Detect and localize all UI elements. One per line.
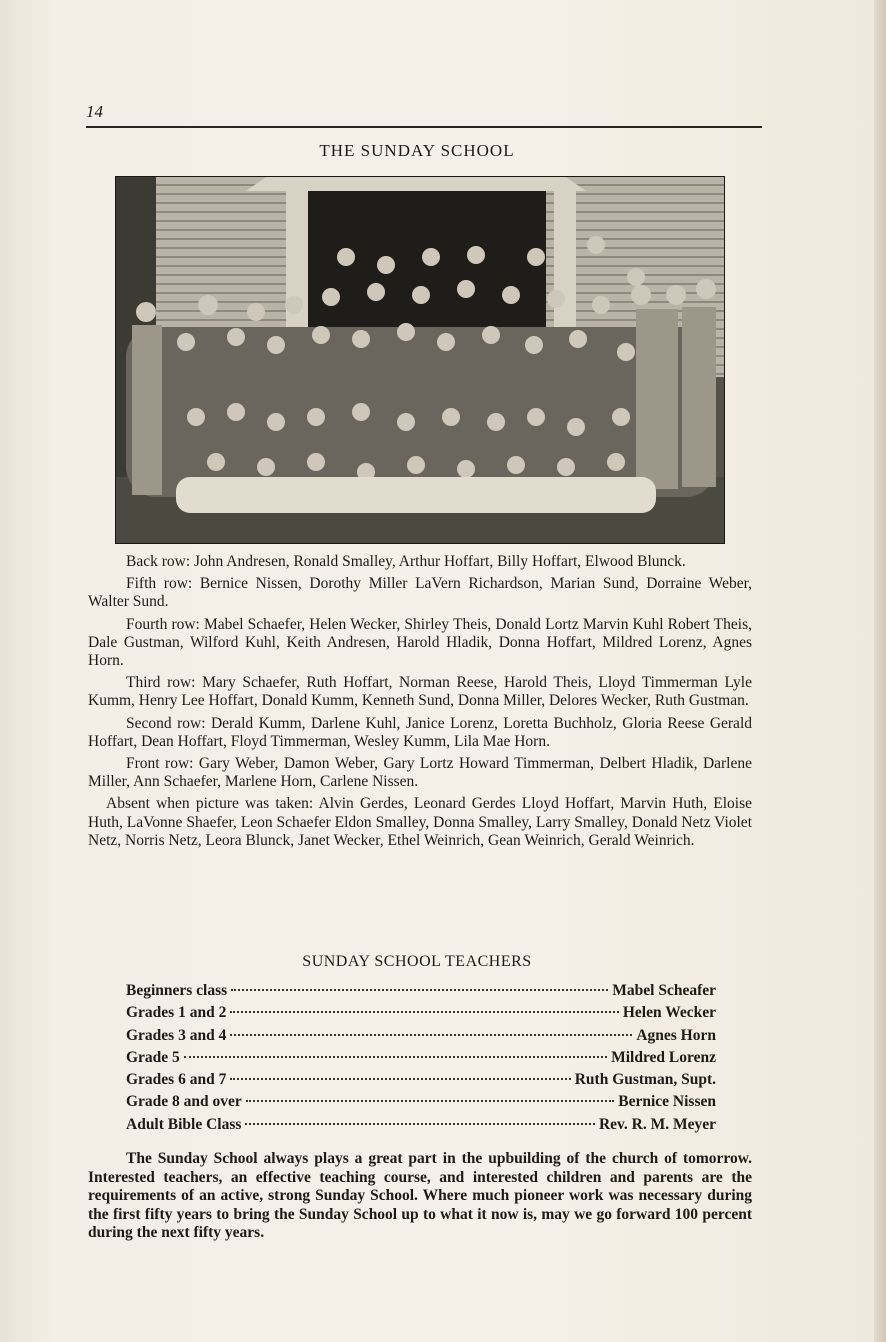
group-photograph [115, 176, 725, 544]
teacher-row [126, 1027, 716, 1049]
caption-front-row: Front row: Gary Weber, Damon Weber, Gary Lortz Howard Timmerman, Delbert Hladik, Darlene Miller, Ann Schaefer, Marlene Horn, Carlene Nissen. [88, 755, 752, 791]
dot-leader [230, 1011, 619, 1013]
photo-caption [88, 553, 752, 854]
teacher-row [126, 1071, 716, 1093]
teachers-heading: SUNDAY SCHOOL TEACHERS [302, 953, 532, 970]
teacher-name: Mildred Lorenz [611, 1048, 716, 1066]
teacher-row [126, 1093, 716, 1115]
class-name: Grade 5 [126, 1048, 180, 1066]
page-number: 14 [86, 102, 103, 121]
page-title: THE SUNDAY SCHOOL [319, 141, 515, 160]
teacher-name: Mabel Scheafer [612, 982, 716, 999]
dot-leader [246, 1100, 614, 1102]
dot-leader [231, 989, 608, 991]
closing-text: The Sunday School always plays a great part in the upbuilding of the church of tomorrow. Interested teachers, an effective teaching course, and interested children and parents are the requirements of an active, strong Sunday School. Where much pioneer work was necessary during the first fifty years to bring the Sunday School up to what it now is, may we go forward 100 percent during the next fifty years. [88, 1150, 752, 1241]
teacher-name: Bernice Nissen [618, 1093, 716, 1111]
closing-paragraph [88, 1150, 752, 1243]
caption-fifth-row: Fifth row: Bernice Nissen, Dorothy Miller LaVern Richardson, Marian Sund, Dorraine Weber, Walter Sund. [88, 575, 752, 611]
caption-third-row: Third row: Mary Schaefer, Ruth Hoffart, Norman Reese, Harold Theis, Lloyd Timmerman Lyle Kumm, Henry Lee Hoffart, Donald Kumm, Kenneth Sund, Donna Miller, Delores Wecker, Ruth Gustman. [88, 674, 752, 710]
teacher-row [126, 1004, 716, 1026]
dot-leader [230, 1034, 632, 1036]
caption-second-row: Second row: Derald Kumm, Darlene Kuhl, Janice Lorenz, Loretta Buchholz, Gloria Reese Gerald Hoffart, Dean Hoffart, Floyd Timmerman, Wesley Kumm, Lila Mae Horn. [88, 714, 752, 750]
teacher-name: Ruth Gustman, Supt. [574, 1071, 716, 1089]
group-photograph-illustration [116, 177, 724, 543]
teacher-name: Rev. R. M. Meyer [598, 1115, 716, 1133]
caption-fourth-row: Fourth row: Mabel Schaefer, Helen Wecker, Shirley Theis, Donald Lortz Marvin Kuhl Robert Theis, Dale Gustman, Wilford Kuhl, Keith Andresen, Harold Hladik, Donna Hoffart, Mildred Lorenz, Agnes Horn. [88, 615, 752, 670]
class-name: Grade 8 and over [126, 1093, 242, 1111]
teacher-row [126, 1116, 716, 1138]
header-rule [86, 126, 762, 128]
class-name: Beginners class [126, 982, 228, 999]
dot-leader [245, 1123, 595, 1125]
class-name: Grades 6 and 7 [126, 1071, 227, 1089]
class-name: Adult Bible Class [126, 1115, 242, 1133]
teacher-name: Agnes Horn [636, 1026, 716, 1044]
dot-leader [230, 1078, 570, 1080]
dot-leader [184, 1056, 607, 1058]
teachers-list [126, 982, 716, 1138]
page-edge [874, 0, 886, 1342]
class-name: Grades 3 and 4 [126, 1026, 227, 1044]
class-name: Grades 1 and 2 [126, 1004, 227, 1022]
teacher-row [126, 1049, 716, 1071]
teacher-name: Helen Wecker [622, 1004, 716, 1022]
caption-back-row: Back row: John Andresen, Ronald Smalley, Arthur Hoffart, Billy Hoffart, Elwood Blunck. [126, 553, 686, 570]
teacher-row [126, 982, 716, 1004]
caption-absent: Absent when picture was taken: Alvin Gerdes, Leonard Gerdes Lloyd Hoffart, Marvin Huth, Eloise Huth, LaVonne Shaefer, Leon Schaefer Eldon Smalley, Donna Smalley, Larry Smalley, Donald Netz Violet Netz, Norris Netz, Leora Blunck, Janet Wecker, Ethel Weinrich, Gean Weinrich, Gerald Weinrich. [88, 795, 752, 849]
